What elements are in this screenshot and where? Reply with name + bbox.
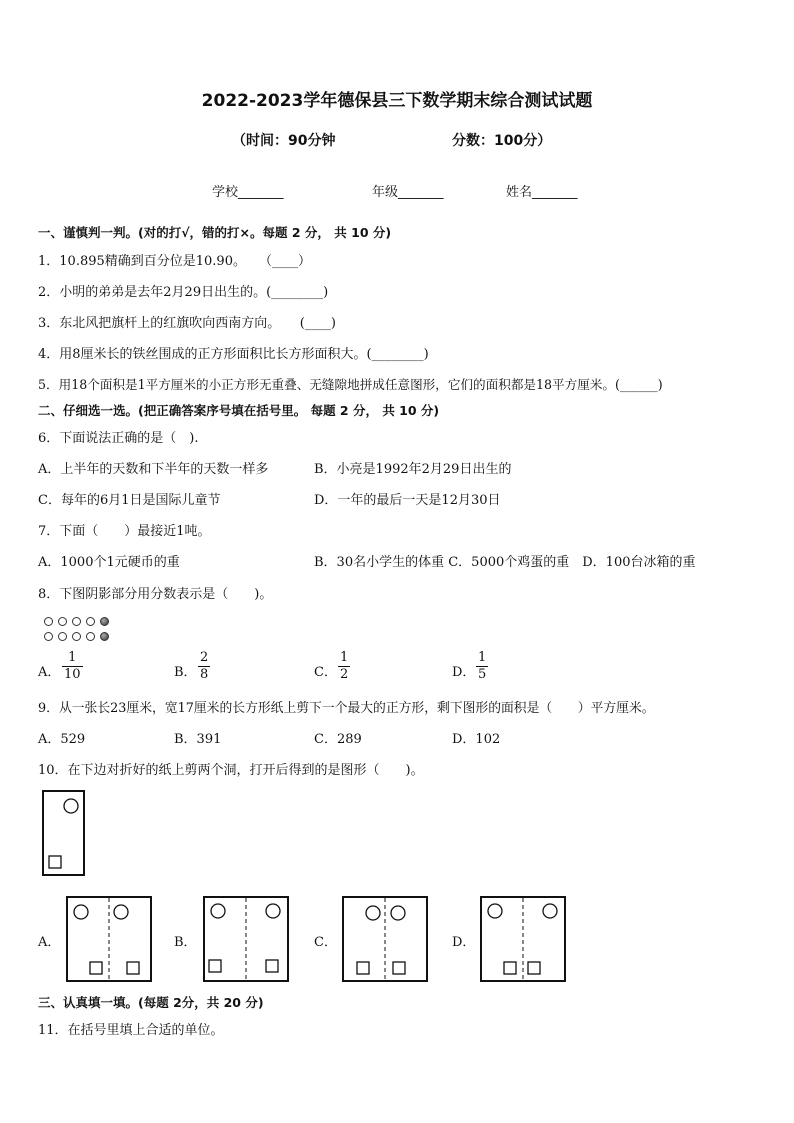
empty-circle [58,632,67,641]
q6-option-d: D．一年的最后一天是12月30日 [314,493,501,508]
circle-hole [114,905,128,919]
empty-circle [72,632,81,641]
circle-hole [391,906,405,920]
fraction-denominator: 5 [478,667,487,682]
q8-label-d: D． [452,665,476,680]
fraction-numerator: 1 [68,650,77,665]
q10-option-d-figure [480,896,566,982]
question-6: 6．下面说法正确的是（ ). [38,431,199,446]
question-5: 5．用18个面积是1平方厘米的小正方形无重叠、无缝隙地拼成任意图形，它们的面积都是18平方厘米。(______) [38,377,663,392]
fraction-denominator: 8 [200,667,209,682]
empty-circle [44,617,53,626]
name-field: 姓名_______ [506,185,578,200]
q9-option-c: C．289 [314,732,362,747]
square-hole [393,962,405,974]
q10-option-c-figure [342,896,428,982]
question-11: 11．在括号里填上合适的单位。 [38,1023,224,1038]
empty-circle [86,617,95,626]
exam-time: （时间：90分钟 [232,133,336,149]
q7-option-a: A．1000个1元硬币的重 [38,555,180,570]
q9-option-b: B．391 [174,732,222,747]
grade-field: 年级_______ [372,185,444,200]
question-2: 2．小明的弟弟是去年2月29日出生的。(________) [38,285,329,300]
fraction-denominator: 2 [340,667,349,682]
section1-heading: 一、谨慎判一判。(对的打√，错的打×。每题 2 分， 共 10 分) [38,225,392,240]
school-field: 学校_______ [212,185,284,200]
page-title: 2022-2023学年德保县三下数学期末综合测试试题 [201,91,593,111]
square-hole [504,962,516,974]
q10-label-b: B． [174,935,197,950]
circle-hole [211,904,225,918]
q8-fraction-c [338,650,350,683]
q8-fraction-a [62,650,83,683]
fraction-numerator: 2 [200,650,209,665]
q6-option-b: B．小亮是1992年2月29日出生的 [314,462,512,477]
q10-option-b-figure [203,896,289,982]
q10-label-c: C． [314,935,337,950]
section3-heading: 三、认真填一填。(每题 2分，共 20 分) [38,995,264,1010]
q8-fraction-d [476,650,488,683]
fraction-numerator: 1 [478,650,487,665]
circle-hole [488,904,502,918]
square-hole [49,856,61,868]
q9-option-d: D．102 [452,732,501,747]
q10-label-d: D． [452,935,476,950]
question-4: 4．用8厘米长的铁丝围成的正方形面积比长方形面积大。(________) [38,347,429,362]
question-1: 1．10.895精确到百分位是10.90。 （____） [38,254,311,269]
circle-hole [74,905,88,919]
section2-heading: 二、仔细选一选。(把正确答案序号填在括号里。 每题 2 分， 共 10 分) [38,403,440,418]
exam-score: 分数：100分） [452,133,552,149]
q8-label-c: C． [314,665,337,680]
empty-circle [58,617,67,626]
question-7: 7．下面（ ）最接近1吨。 [38,524,211,539]
empty-circle [72,617,81,626]
square-hole [357,962,369,974]
q8-fraction-b [198,650,210,683]
q6-option-c: C．每年的6月1日是国际儿童节 [38,493,221,508]
q8-label-a: A． [38,665,61,680]
question-3: 3．东北风把旗杆上的红旗吹向西南方向。 (____) [38,316,336,331]
fraction-numerator: 1 [340,650,349,665]
question-8: 8．下图阴影部分用分数表示是（ )。 [38,587,273,602]
folded-paper-figure [42,790,86,876]
q10-option-a-figure [66,896,152,982]
square-hole [90,962,102,974]
question-9: 9．从一张长23厘米，宽17厘米的长方形纸上剪下一个最大的正方形，剩下图形的面积是（ ）平方厘米。 [38,701,655,716]
q10-label-a: A． [38,935,61,950]
square-hole [266,960,278,972]
q9-option-a: A．529 [38,732,86,747]
circle-hole [266,904,280,918]
empty-circle [44,632,53,641]
shaded-circle [100,632,109,641]
square-hole [127,962,139,974]
circle-hole [64,799,78,813]
q7-options-bcd: B．30名小学生的体重 C．5000个鸡蛋的重 D．100台冰箱的重 [314,555,696,570]
empty-circle [86,632,95,641]
square-hole [209,960,221,972]
q6-option-a: A．上半年的天数和下半年的天数一样多 [38,462,269,477]
circle-hole [366,906,380,920]
question-10: 10．在下边对折好的纸上剪两个洞，打开后得到的是图形（ )。 [38,763,424,778]
circle-hole [543,904,557,918]
q8-label-b: B． [174,665,197,680]
square-hole [528,962,540,974]
fraction-denominator: 10 [64,667,81,682]
shaded-circle [100,617,109,626]
